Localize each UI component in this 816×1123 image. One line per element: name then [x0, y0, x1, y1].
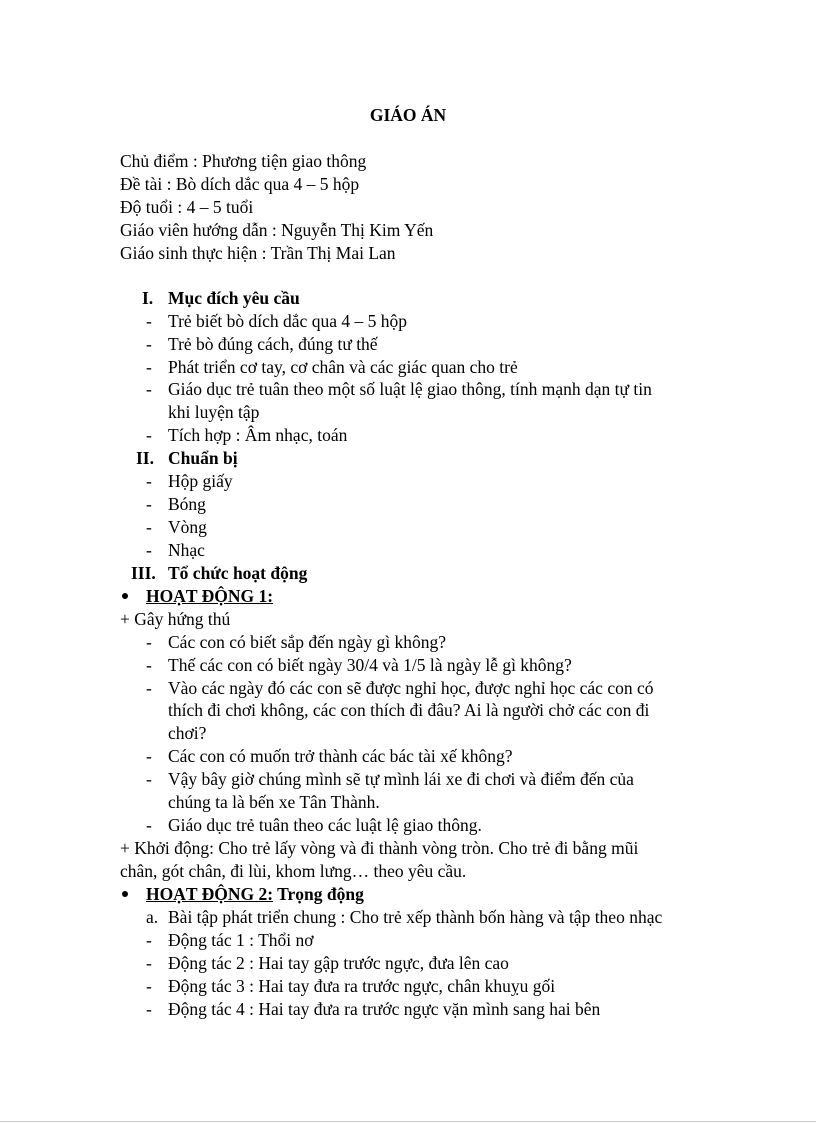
warmup-line: + Khởi động: Cho trẻ lấy vòng và đi thành vòng tròn. Cho trẻ đi bằng mũi	[120, 838, 639, 858]
list-item: Hộp giấy	[168, 471, 233, 491]
section2-numeral: II.	[136, 448, 154, 468]
dash-marker: -	[146, 311, 152, 331]
activity2-heading-rest: Trọng động	[273, 884, 364, 904]
section1-numeral: I.	[142, 288, 154, 308]
sub-marker: a.	[146, 907, 159, 927]
section2-heading: Chuẩn bị	[168, 448, 238, 468]
dash-marker: -	[146, 632, 152, 652]
sub-item: Bài tập phát triển chung : Cho trẻ xếp thành bốn hàng và tập theo nhạc	[168, 907, 663, 927]
section1-heading: Mục đích yêu cầu	[168, 288, 300, 308]
list-item: Bóng	[168, 494, 206, 514]
activity2-heading-label: HOẠT ĐỘNG 2:	[146, 884, 274, 904]
dash-marker: -	[146, 999, 152, 1019]
list-item: Nhạc	[168, 540, 205, 560]
list-item: Động tác 3 : Hai tay đưa ra trước ngực, chân khuỵu gối	[168, 976, 556, 996]
bullet-icon	[122, 593, 128, 599]
dash-marker: -	[146, 379, 152, 399]
list-item: Động tác 1 : Thổi nơ	[168, 930, 314, 950]
list-item: Động tác 2 : Hai tay gập trước ngực, đưa lên cao	[168, 953, 509, 973]
dash-marker: -	[146, 540, 152, 560]
topic-line: Chủ điểm : Phương tiện giao thông	[120, 151, 367, 171]
section3-heading: Tổ chức hoạt động	[168, 563, 308, 583]
list-item-continuation: chơi?	[168, 723, 207, 743]
activity1-intro: + Gây hứng thú	[120, 609, 231, 629]
dash-marker: -	[146, 655, 152, 675]
dash-marker: -	[146, 517, 152, 537]
activity1-heading: HOẠT ĐỘNG 1:	[146, 586, 274, 606]
activity2-heading	[146, 883, 364, 905]
dash-marker: -	[146, 357, 152, 377]
document-title: GIÁO ÁN	[369, 105, 447, 125]
list-item: Tích hợp : Âm nhạc, toán	[168, 425, 348, 445]
list-item-continuation: thích đi chơi không, các con thích đi đâu? Ai là người chở các con đi	[168, 700, 650, 720]
dash-marker: -	[146, 334, 152, 354]
list-item: Vòng	[168, 517, 207, 537]
list-item-continuation: khi luyện tập	[168, 402, 260, 422]
list-item: Giáo dục trẻ tuân theo một số luật lệ giao thông, tính mạnh dạn tự tin	[168, 379, 652, 399]
list-item: Vậy bây giờ chúng mình sẽ tự mình lái xe đi chơi và điểm đến của	[168, 769, 634, 789]
list-item-continuation: chúng ta là bến xe Tân Thành.	[168, 792, 380, 812]
dash-marker: -	[146, 746, 152, 766]
list-item: Các con có biết sắp đến ngày gì không?	[168, 632, 446, 652]
dash-marker: -	[146, 976, 152, 996]
bullet-icon	[122, 891, 128, 897]
dash-marker: -	[146, 425, 152, 445]
dash-marker: -	[146, 815, 152, 835]
age-line: Độ tuổi : 4 – 5 tuổi	[120, 197, 254, 217]
list-item: Động tác 4 : Hai tay đưa ra trước ngực vặn mình sang hai bên	[168, 999, 601, 1019]
dash-marker: -	[146, 494, 152, 514]
list-item: Trẻ biết bò dích dắc qua 4 – 5 hộp	[168, 311, 407, 331]
list-item: Các con có muốn trở thành các bác tài xế không?	[168, 746, 513, 766]
list-item: Trẻ bò đúng cách, đúng tư thế	[168, 334, 378, 354]
teacher-line: Giáo viên hướng dẫn : Nguyễn Thị Kim Yến	[120, 220, 434, 240]
page-bottom-divider	[0, 1121, 816, 1122]
dash-marker: -	[146, 930, 152, 950]
list-item: Thế các con có biết ngày 30/4 và 1/5 là ngày lễ gì không?	[168, 655, 572, 675]
student-teacher-line: Giáo sinh thực hiện : Trần Thị Mai Lan	[120, 243, 396, 263]
dash-marker: -	[146, 953, 152, 973]
section3-numeral: III.	[131, 563, 156, 583]
dash-marker: -	[146, 769, 152, 789]
subject-line: Đề tài : Bò dích dắc qua 4 – 5 hộp	[120, 174, 360, 194]
dash-marker: -	[146, 471, 152, 491]
warmup-line-continuation: chân, gót chân, đi lùi, khom lưng… theo yêu cầu.	[120, 861, 467, 881]
list-item: Phát triển cơ tay, cơ chân và các giác quan cho trẻ	[168, 357, 518, 377]
list-item: Vào các ngày đó các con sẽ được nghỉ học, được nghỉ học các con có	[168, 678, 654, 698]
list-item: Giáo dục trẻ tuân theo các luật lệ giao thông.	[168, 815, 482, 835]
dash-marker: -	[146, 678, 152, 698]
